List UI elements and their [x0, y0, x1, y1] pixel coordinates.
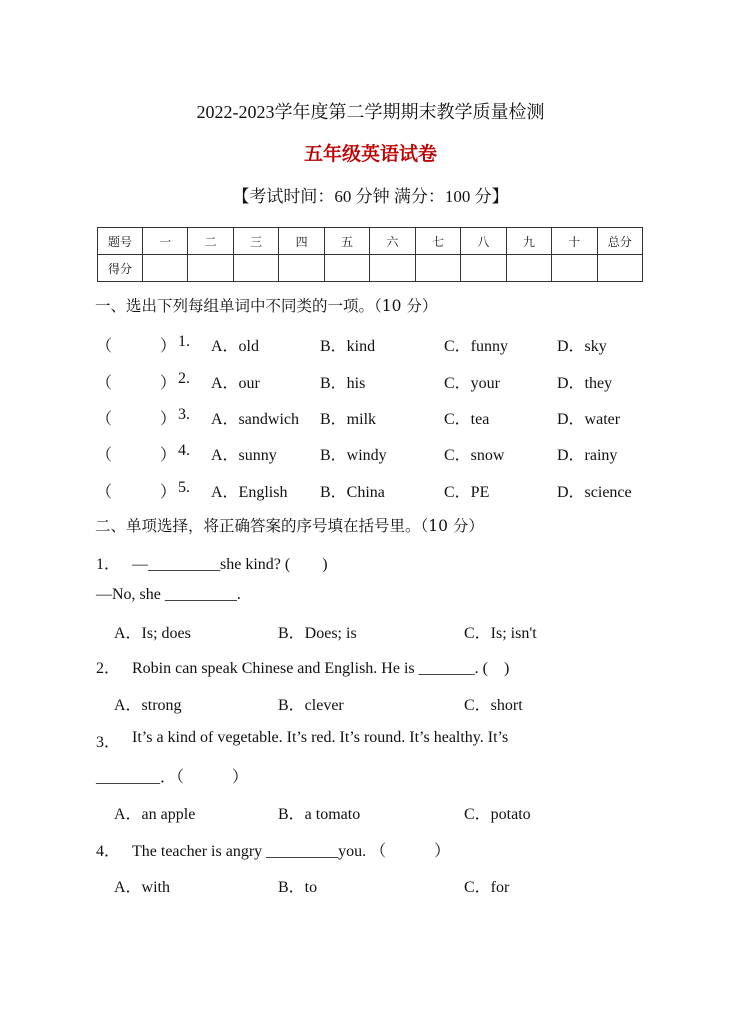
option-a: A．with [114, 879, 171, 896]
question-stem: Robin can speak Chinese and English. He is _______. ( ) [132, 660, 510, 677]
score-table-header-cell: 十 [552, 228, 597, 255]
score-table-score-row [98, 255, 643, 282]
score-cell [188, 255, 233, 282]
option-a: A．strong [114, 697, 182, 714]
section-1-title: 一、选出下列每组单词中不同类的一项。（10 分） [95, 297, 438, 315]
score-table-header-cell: 题号 [98, 228, 143, 255]
option-d: D．rainy [557, 447, 618, 464]
option-b: B．milk [320, 411, 377, 428]
score-table-header-cell: 五 [324, 228, 369, 255]
option-d: D．sky [557, 338, 607, 355]
score-table-header-cell: 六 [370, 228, 415, 255]
score-table [97, 227, 643, 282]
score-cell [415, 255, 460, 282]
option-c: C．snow [444, 447, 505, 464]
option-c: C．your [444, 375, 501, 392]
score-cell [143, 255, 188, 282]
option-d: D．they [557, 375, 613, 392]
question-stem: It’s a kind of vegetable. It’s red. It’s round. It’s healthy. It’s [132, 729, 509, 746]
option-b: B．a tomato [278, 806, 361, 823]
question-number: 1． [96, 556, 121, 573]
option-c: C．for [464, 879, 510, 896]
score-table-header-cell: 总分 [597, 228, 642, 255]
question-number: 3. [178, 406, 190, 423]
option-c: C．short [464, 697, 523, 714]
exam-info: 【考试时间：60 分钟 满分：100 分】 [232, 187, 509, 206]
score-table-header-cell: 八 [461, 228, 506, 255]
score-cell [233, 255, 278, 282]
answer-paren: （ ） [96, 375, 177, 392]
option-c: C．Is; isn't [464, 625, 537, 642]
score-table-header-cell: 三 [233, 228, 278, 255]
score-table-header-cell: 七 [415, 228, 460, 255]
question-stem-line-2: ________．（ ） [96, 769, 249, 786]
score-cell [461, 255, 506, 282]
document-title: 2022-2023学年度第二学期期末教学质量检测 [196, 102, 545, 122]
option-a: A．sandwich [211, 411, 299, 428]
score-table-header-cell: 二 [188, 228, 233, 255]
option-b: B．to [278, 879, 318, 896]
option-a: A．old [211, 338, 260, 355]
option-c: C．PE [444, 484, 490, 501]
question-stem-line-2: —No, she _________. [96, 586, 241, 603]
score-table-header-row [98, 228, 643, 255]
answer-paren: （ ） [96, 411, 177, 428]
option-b: B．clever [278, 697, 344, 714]
option-c: C．tea [444, 411, 490, 428]
score-cell [552, 255, 597, 282]
score-table-header-cell: 九 [506, 228, 551, 255]
answer-paren: （ ） [96, 338, 177, 355]
option-a: A．our [211, 375, 260, 392]
question-number: 1. [178, 333, 190, 350]
option-b: B．China [320, 484, 385, 501]
option-c: C．funny [444, 338, 509, 355]
question-stem: The teacher is angry _________you. （ ） [132, 843, 451, 860]
score-cell [279, 255, 324, 282]
score-cell [506, 255, 551, 282]
score-cell [597, 255, 642, 282]
option-a: A．Is; does [114, 625, 191, 642]
question-number: 5. [178, 479, 190, 496]
question-number: 2. [178, 370, 190, 387]
option-a: A．sunny [211, 447, 277, 464]
option-d: D．science [557, 484, 632, 501]
option-c: C．potato [464, 806, 531, 823]
score-cell [324, 255, 369, 282]
option-a: A．English [211, 484, 288, 501]
score-row-label: 得分 [98, 255, 143, 282]
option-b: B．kind [320, 338, 376, 355]
option-b: B．windy [320, 447, 387, 464]
answer-paren: （ ） [96, 484, 177, 501]
question-number: 4． [96, 843, 121, 860]
option-a: A．an apple [114, 806, 196, 823]
question-number: 4. [178, 442, 190, 459]
question-number: 2． [96, 660, 121, 677]
score-table-header-cell: 四 [279, 228, 324, 255]
question-stem: —_________she kind? ( ) [132, 556, 328, 573]
option-b: B．Does; is [278, 625, 357, 642]
score-cell [370, 255, 415, 282]
document-subtitle: 五年级英语试卷 [303, 144, 437, 165]
option-b: B．his [320, 375, 366, 392]
answer-paren: （ ） [96, 447, 177, 464]
section-2-title: 二、单项选择，将正确答案的序号填在括号里。（10 分） [95, 517, 484, 535]
option-d: D．water [557, 411, 621, 428]
score-table-header-cell: 一 [143, 228, 188, 255]
question-number: 3． [96, 734, 121, 751]
